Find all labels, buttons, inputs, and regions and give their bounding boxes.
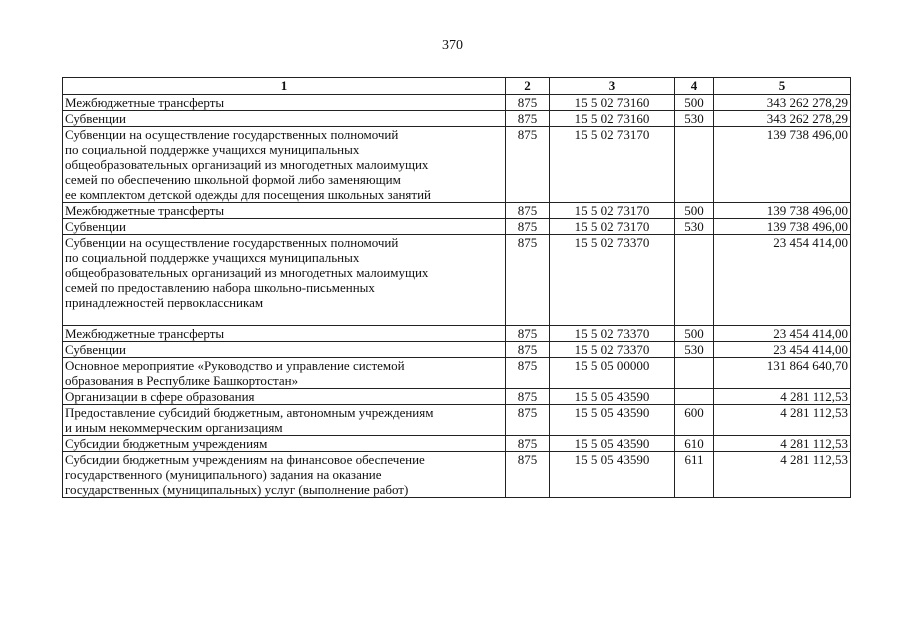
row-expense-type: 530	[675, 219, 714, 235]
row-target-code: 15 5 02 73370	[550, 326, 675, 342]
row-admin-code: 875	[506, 405, 550, 436]
row-name: Субвенции	[63, 111, 506, 127]
row-amount: 139 738 496,00	[714, 127, 851, 203]
row-expense-type	[675, 358, 714, 389]
table-row	[63, 203, 851, 219]
row-name: Основное мероприятие «Руководство и управление системой образования в Республике Башкортостан»	[63, 358, 506, 389]
row-expense-type: 500	[675, 95, 714, 111]
row-target-code: 15 5 05 43590	[550, 405, 675, 436]
header-col-4: 4	[675, 78, 714, 95]
row-expense-type: 610	[675, 436, 714, 452]
table-row	[63, 326, 851, 342]
row-amount: 4 281 112,53	[714, 405, 851, 436]
header-col-3: 3	[550, 78, 675, 95]
row-expense-type	[675, 127, 714, 203]
table-row	[63, 389, 851, 405]
row-name: Субсидии бюджетным учреждениям на финансовое обеспечение государственного (муниципального) задания на оказание государственных (муниципальных) услуг (выполнение работ)	[63, 452, 506, 498]
row-name: Субвенции	[63, 219, 506, 235]
row-admin-code: 875	[506, 95, 550, 111]
row-expense-type	[675, 235, 714, 326]
header-row	[63, 78, 851, 95]
row-expense-type: 500	[675, 203, 714, 219]
row-name: Предоставление субсидий бюджетным, автономным учреждениям и иным некоммерческим организациям	[63, 405, 506, 436]
row-name: Межбюджетные трансферты	[63, 326, 506, 342]
row-target-code: 15 5 02 73370	[550, 235, 675, 326]
row-target-code: 15 5 02 73160	[550, 95, 675, 111]
row-amount: 343 262 278,29	[714, 95, 851, 111]
header-col-1: 1	[63, 78, 506, 95]
row-name: Субвенции на осуществление государственных полномочий по социальной поддержке учащихся муниципальных общеобразовательных организаций из многодетных малоимущих семей по предоставлению набора школьно-письменных принадлежностей первоклассникам	[63, 235, 506, 326]
table-row	[63, 358, 851, 389]
row-admin-code: 875	[506, 235, 550, 326]
row-target-code: 15 5 02 73370	[550, 342, 675, 358]
table-row	[63, 452, 851, 498]
row-name: Межбюджетные трансферты	[63, 95, 506, 111]
page-number: 370	[442, 38, 463, 53]
row-amount: 23 454 414,00	[714, 235, 851, 326]
row-name: Субвенции на осуществление государственных полномочий по социальной поддержке учащихся муниципальных общеобразовательных организаций из многодетных малоимущих семей по обеспечению школьной формой либо заменяющим ее комплектом детской одежды для посещения школьных занятий	[63, 127, 506, 203]
row-amount: 343 262 278,29	[714, 111, 851, 127]
row-target-code: 15 5 02 73170	[550, 219, 675, 235]
row-expense-type	[675, 389, 714, 405]
row-expense-type: 600	[675, 405, 714, 436]
row-admin-code: 875	[506, 389, 550, 405]
table-row	[63, 436, 851, 452]
table-row	[63, 342, 851, 358]
row-admin-code: 875	[506, 342, 550, 358]
row-admin-code: 875	[506, 127, 550, 203]
row-admin-code: 875	[506, 111, 550, 127]
row-target-code: 15 5 05 43590	[550, 436, 675, 452]
row-amount: 131 864 640,70	[714, 358, 851, 389]
row-admin-code: 875	[506, 219, 550, 235]
table-row	[63, 405, 851, 436]
header-col-2: 2	[506, 78, 550, 95]
row-amount: 4 281 112,53	[714, 436, 851, 452]
row-amount: 23 454 414,00	[714, 326, 851, 342]
table-row	[63, 235, 851, 326]
row-target-code: 15 5 02 73170	[550, 203, 675, 219]
row-amount: 4 281 112,53	[714, 452, 851, 498]
row-name: Межбюджетные трансферты	[63, 203, 506, 219]
row-name: Субвенции	[63, 342, 506, 358]
row-admin-code: 875	[506, 203, 550, 219]
row-admin-code: 875	[506, 326, 550, 342]
budget-table	[62, 77, 851, 498]
table-row	[63, 95, 851, 111]
row-name: Субсидии бюджетным учреждениям	[63, 436, 506, 452]
row-admin-code: 875	[506, 358, 550, 389]
header-col-5: 5	[714, 78, 851, 95]
row-admin-code: 875	[506, 452, 550, 498]
row-amount: 139 738 496,00	[714, 219, 851, 235]
row-expense-type: 611	[675, 452, 714, 498]
row-name: Организации в сфере образования	[63, 389, 506, 405]
row-amount: 4 281 112,53	[714, 389, 851, 405]
row-amount: 23 454 414,00	[714, 342, 851, 358]
row-target-code: 15 5 05 43590	[550, 452, 675, 498]
row-expense-type: 530	[675, 111, 714, 127]
row-expense-type: 500	[675, 326, 714, 342]
table-row	[63, 111, 851, 127]
row-admin-code: 875	[506, 436, 550, 452]
row-target-code: 15 5 02 73160	[550, 111, 675, 127]
row-expense-type: 530	[675, 342, 714, 358]
table-row	[63, 219, 851, 235]
row-amount: 139 738 496,00	[714, 203, 851, 219]
table-row	[63, 127, 851, 203]
row-target-code: 15 5 05 43590	[550, 389, 675, 405]
row-target-code: 15 5 05 00000	[550, 358, 675, 389]
row-target-code: 15 5 02 73170	[550, 127, 675, 203]
